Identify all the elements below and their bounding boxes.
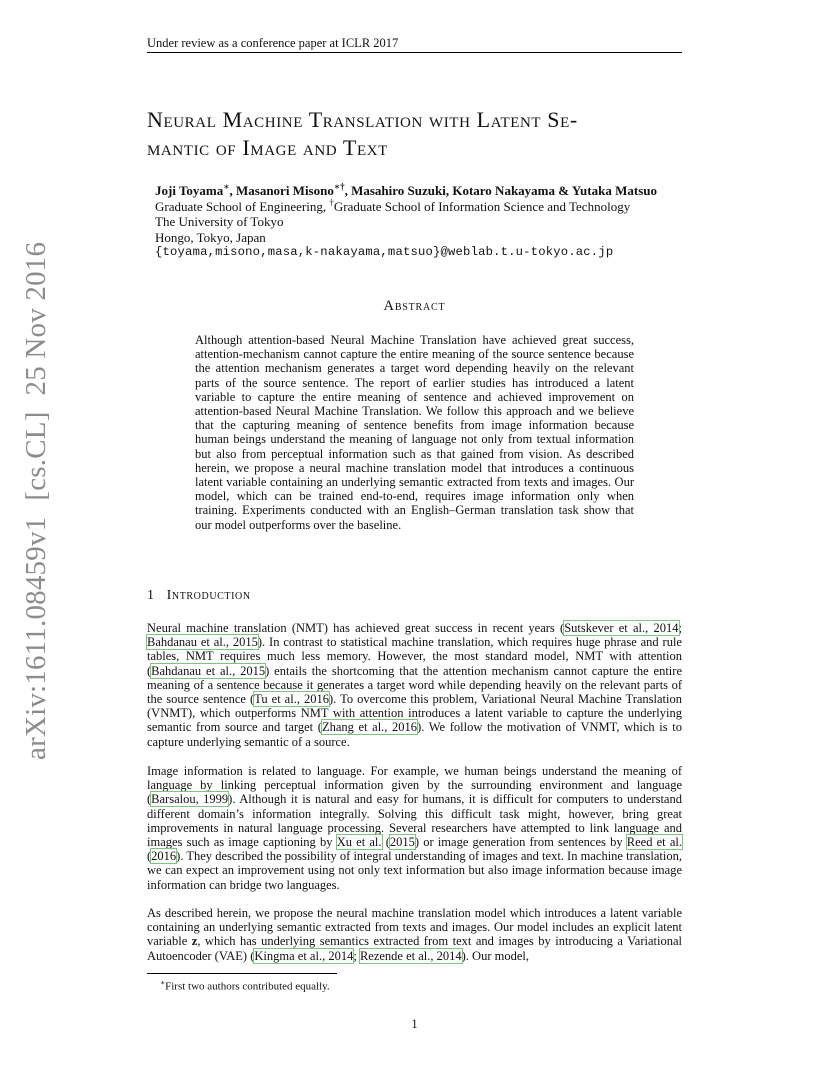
- text-run: ). Our model,: [461, 948, 529, 963]
- citation-link[interactable]: Zhang et al., 2016: [321, 720, 418, 735]
- affiliation-line-1: [155, 199, 685, 215]
- abstract-heading: Abstract: [383, 298, 446, 314]
- paper-title: [147, 106, 687, 162]
- text-run: ). We follow the motivation of VNMT, which is to capture underlying semantic of a source.: [147, 720, 682, 749]
- footnote: [160, 976, 560, 994]
- citation-link[interactable]: Bahdanau et al., 2015: [151, 663, 266, 678]
- citation-link[interactable]: Tu et al., 2016: [254, 692, 329, 707]
- text-run: ). In contrast to statistical machine translation, which requires huge phrase and rule tables, NMT requires much less memory. However, the most standard model, NMT with attention (: [147, 635, 682, 678]
- text-run: ). To overcome this problem, Variational Neural Machine Translation (VNMT), which outperforms NMT with attention introduces a latent variable to capture the underlying semantic from source and target (: [147, 692, 682, 735]
- section-title: Introduction: [166, 588, 251, 603]
- arxiv-id[interactable]: arXiv:1611.08459v1: [20, 516, 52, 760]
- text-run: (: [381, 835, 390, 850]
- author-emails: {toyama,misono,masa,k-nakayama,matsuo}@weblab.t.u-tokyo.ac.jp: [155, 245, 614, 260]
- section-heading-introduction: [147, 588, 682, 604]
- latent-variable-symbol: z: [191, 934, 198, 949]
- citation-link[interactable]: Kingma et al., 2014: [254, 948, 354, 963]
- citation-link[interactable]: Sutskever et al., 2014: [564, 621, 679, 635]
- title-line-1: Neural Machine Translation with Latent Se-: [147, 107, 578, 132]
- abstract-body: Although attention-based Neural Machine Translation have achieved great success, attention-mechanism cannot capture the entire meaning of the source sentence because the attention mechanism generates a target word depending heavily on the relevant parts of the source sentence. The report of earlier studies has introduced a latent variable to capture the entire meaning of sentence and achieved improvement on attention-based Neural Machine Translation. We follow this approach and we believe that the capturing meaning of sentence benefits from image information because human beings understand the meaning of language not only from textual information but also from perceptual information such as that gained from vision. As described herein, we propose a neural machine translation model that introduces a continuous latent variable containing an underlying semantic extracted from texts and images. Our model, which can be trained end-to-end, requires image information only when training. Experiments conducted with an English–German translation task show that our model outperforms over the baseline.: [195, 333, 634, 532]
- affiliation-line-2: The University of Tokyo: [155, 214, 284, 230]
- citation-link[interactable]: Bahdanau et al., 2015: [147, 635, 258, 650]
- intro-paragraph-3: [147, 906, 682, 963]
- arxiv-category: [cs.CL]: [20, 411, 52, 501]
- text-run: ;: [678, 621, 682, 635]
- text-run: ) entails the shortcoming that the attention mechanism cannot capture the entire meaning of a sentence because it generates a target word while depending heavily on the relevant parts of the source sentence (: [147, 663, 682, 707]
- author-names-rest: , Masahiro Suzuki, Kotaro Nakayama & Yutaka Matsuo: [344, 183, 657, 198]
- text-run: ) or image generation from sentences by: [414, 835, 627, 850]
- text-run: As described herein, we propose the neural machine translation model which introduces a latent variable containing an underlying semantic extracted from texts and images. Our model includes an explicit latent variable: [147, 906, 682, 949]
- author-name-2: , Masanori Misono: [229, 183, 334, 198]
- author-mark-1: ∗: [223, 181, 230, 192]
- affiliation-engineering: Graduate School of Engineering,: [155, 198, 330, 214]
- footnote-mark: ∗: [160, 978, 166, 987]
- citation-link[interactable]: Barsalou, 1999: [151, 792, 229, 807]
- intro-paragraph-1: [147, 621, 682, 749]
- author-name-1: Joji Toyama: [155, 183, 224, 198]
- title-line-2: mantic of Image and Text: [147, 135, 388, 160]
- citation-link[interactable]: Rezende et al., 2014: [359, 948, 462, 963]
- page-number: 1: [411, 1017, 418, 1031]
- intro-paragraph-2: [147, 764, 682, 892]
- text-run: ). They described the possibility of integral understanding of images and text. In machine translation, we can expect an improvement using not only text information but also image information because image information can bridge two languages.: [147, 849, 682, 892]
- text-run: ). Although it is natural and easy for humans, it is difficult for computers to understand different domain’s information integrally. Solving this difficult task might, however, bring great improvements in natural language processing. Several researchers have attempted to link language and images such as image captioning by: [147, 792, 682, 850]
- section-number: 1: [147, 588, 155, 603]
- affiliation-line-3: Hongo, Tokyo, Japan: [155, 229, 266, 245]
- affiliation-mark: †: [329, 197, 334, 208]
- footnote-rule: [147, 973, 337, 974]
- arxiv-date: 25 Nov 2016: [20, 241, 52, 396]
- affiliation-ist: Graduate School of Information Science and Technology: [333, 198, 631, 214]
- author-block: [155, 183, 685, 261]
- author-mark-2: ∗†: [333, 181, 345, 192]
- citation-link[interactable]: Xu et al.: [336, 835, 382, 850]
- header-rule: [147, 52, 682, 53]
- footnote-text: First two authors contributed equally.: [165, 980, 330, 993]
- arxiv-side-stamp: [20, 241, 52, 760]
- citation-link[interactable]: Reed et al.: [626, 835, 682, 850]
- text-run: Image information is related to language. For example, we human beings understand the meaning of language by linking perceptual information given by the surrounding environment and language (: [147, 764, 682, 807]
- citation-link[interactable]: 2015: [389, 835, 415, 850]
- text-run: , which has underlying semantics extracted from text and images by introducing a Variational Autoencoder (VAE) (: [147, 934, 682, 963]
- author-names: [155, 183, 685, 199]
- text-run: Neural machine translation (NMT) has achieved great success in recent years (: [147, 621, 565, 635]
- text-run: (: [147, 849, 152, 864]
- citation-link[interactable]: 2016: [151, 849, 177, 864]
- running-head: Under review as a conference paper at ICLR 2017: [147, 36, 399, 50]
- text-run: ;: [353, 948, 360, 963]
